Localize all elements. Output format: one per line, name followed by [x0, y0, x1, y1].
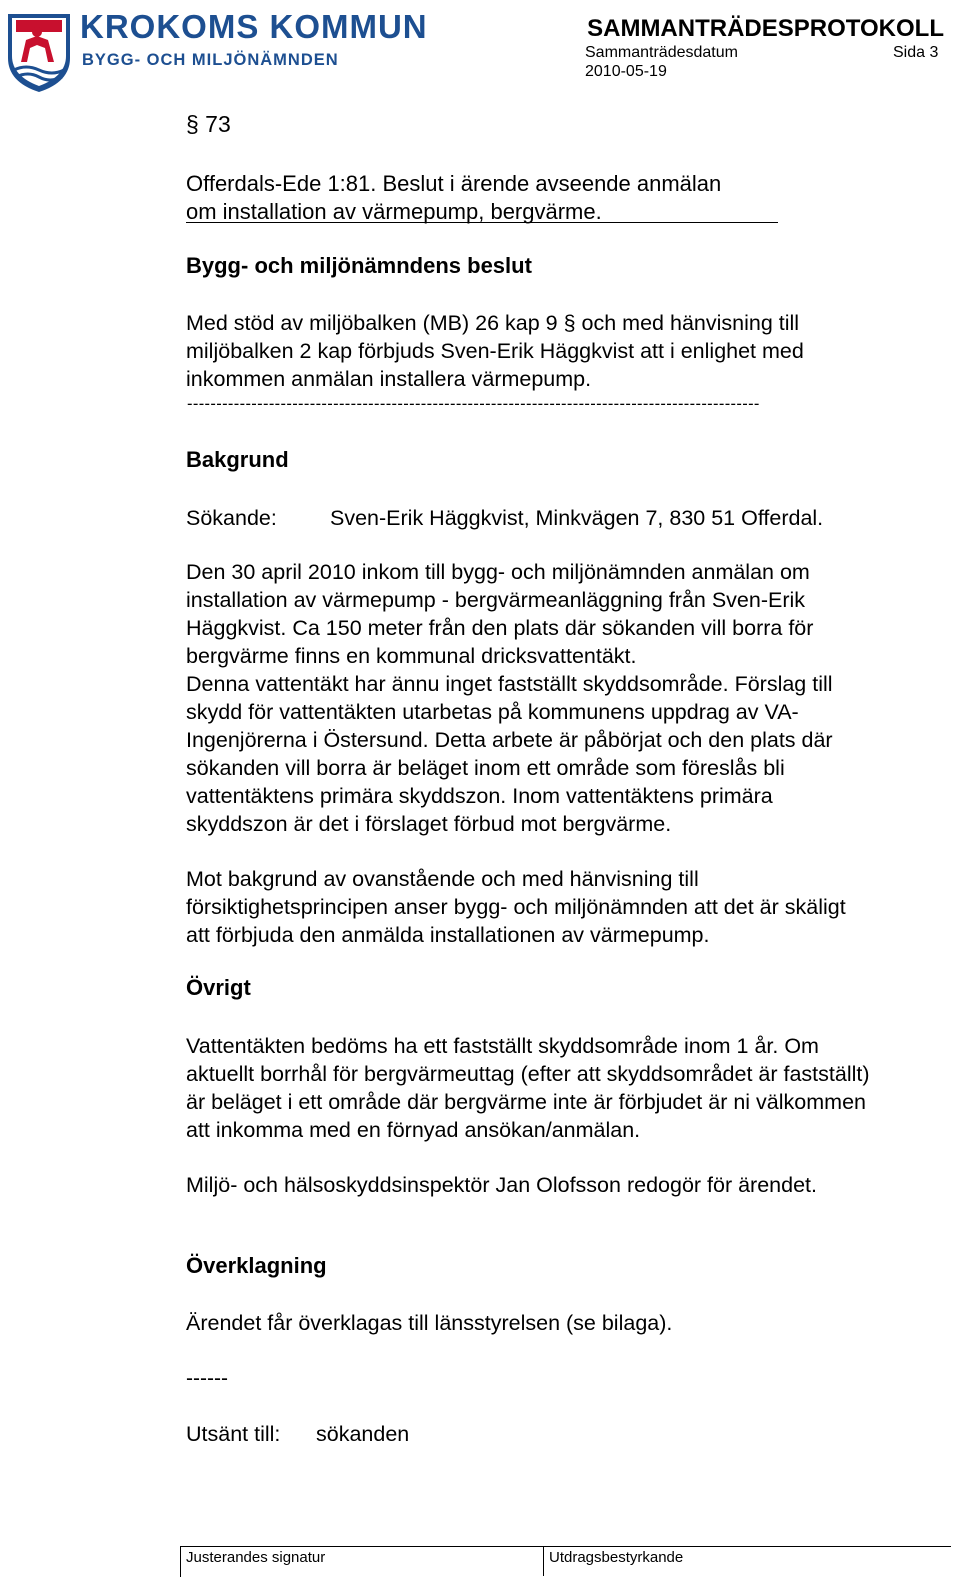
text-line: Häggkvist. Ca 150 meter från den plats där sökanden vill borra för — [186, 616, 814, 640]
text-line: Vattentäkten bedöms ha ett fastställt skyddsområde inom 1 år. Om — [186, 1034, 819, 1058]
case-title-line: Offerdals-Ede 1:81. Beslut i ärende avseende anmälan — [186, 171, 722, 196]
case-title-underline — [186, 222, 778, 223]
text-line: skydd för vattentäkten utarbetas på kommunens uppdrag av VA- — [186, 700, 799, 724]
background-paragraph — [186, 558, 833, 838]
text-line: sökanden vill borra är beläget inom ett område som föreslås bli — [186, 756, 785, 780]
text-line: installation av värmepump - bergvärmeanläggning från Sven-Erik — [186, 588, 806, 612]
meeting-date-label: Sammanträdesdatum — [585, 44, 738, 61]
department-name: BYGG- OCH MILJÖNÄMNDEN — [82, 51, 339, 69]
text-line: är beläget i ett område där bergvärme inte är förbjudet är ni välkommen — [186, 1090, 866, 1114]
inspector-statement: Miljö- och hälsoskyddsinspektör Jan Olofsson redogör för ärendet. — [186, 1173, 817, 1197]
case-title-line: om installation av värmepump, bergvärme. — [186, 199, 602, 224]
text-line: försiktighetsprincipen anser bygg- och miljönämnden att det är skäligt — [186, 895, 846, 919]
short-dash-separator: ------ — [186, 1367, 228, 1390]
other-heading: Övrigt — [186, 975, 251, 1000]
appeal-heading: Överklagning — [186, 1253, 327, 1278]
dash-separator: -------------------------------------------------------------------------------------------------- — [187, 395, 760, 413]
text-line: Denna vattentäkt har ännu inget fastställt skyddsområde. Förslag till — [186, 672, 833, 696]
meeting-date: 2010-05-19 — [585, 63, 667, 80]
text-line: vattentäktens primära skyddszon. Inom vattentäktens primära — [186, 784, 773, 808]
background-heading: Bakgrund — [186, 447, 289, 472]
sent-to-value: sökanden — [316, 1422, 410, 1446]
applicant-value: Sven-Erik Häggkvist, Minkvägen 7, 830 51 Offerdal. — [330, 506, 824, 530]
text-line: miljöbalken 2 kap förbjuds Sven-Erik Häggkvist att i enlighet med — [186, 339, 804, 363]
footer-signature-label: Justerandes signatur — [186, 1549, 326, 1566]
paragraph-number: § 73 — [186, 111, 231, 137]
case-title — [186, 170, 721, 226]
decision-heading: Bygg- och miljönämndens beslut — [186, 253, 532, 278]
applicant-label: Sökande: — [186, 506, 277, 530]
text-line: aktuellt borrhål för bergvärmeuttag (efter att skyddsområdet är fastställt) — [186, 1062, 870, 1086]
footer-excerpt-label: Utdragsbestyrkande — [549, 1549, 684, 1566]
organization-name: KROKOMS KOMMUN — [80, 8, 428, 45]
text-line: att inkomma med en förnyad ansökan/anmälan. — [186, 1118, 641, 1142]
municipality-coat-of-arms-icon — [4, 10, 74, 94]
document-title: SAMMANTRÄDESPROTOKOLL — [587, 15, 944, 42]
text-line: inkommen anmälan installera värmepump. — [186, 367, 592, 391]
text-line: Ingenjörerna i Östersund. Detta arbete är påbörjat och den plats där — [186, 728, 833, 752]
text-line: Den 30 april 2010 inkom till bygg- och miljönämnden anmälan om — [186, 560, 810, 584]
appeal-text: Ärendet får överklagas till länsstyrelsen (se bilaga). — [186, 1311, 673, 1335]
background-conclusion — [186, 865, 846, 949]
sent-to-label: Utsänt till: — [186, 1422, 281, 1446]
decision-text — [186, 309, 804, 393]
text-line: Med stöd av miljöbalken (MB) 26 kap 9 § och med hänvisning till — [186, 311, 800, 335]
other-paragraph — [186, 1032, 870, 1144]
footer-divider — [543, 1546, 544, 1576]
text-line: skyddszon är det i förslaget förbud mot bergvärme. — [186, 812, 672, 836]
page-number: Sida 3 — [893, 44, 939, 61]
text-line: att förbjuda den anmälda installationen av värmepump. — [186, 923, 710, 947]
text-line: Mot bakgrund av ovanstående och med hänvisning till — [186, 867, 699, 891]
text-line: bergvärme finns en kommunal dricksvattentäkt. — [186, 644, 637, 668]
